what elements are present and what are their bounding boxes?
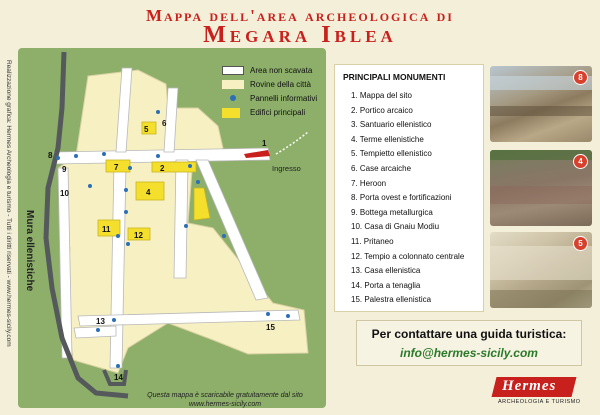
contact-box	[356, 320, 582, 366]
credit-vertical: Realizzazione grafica: Hermes Archeologia e turismo - Tutti i diritti riservati - www.hermes-sicily.com	[5, 60, 12, 347]
legend-label-edifici: Edifici principali	[250, 108, 306, 117]
info-panel-icon	[230, 95, 236, 101]
info-panel-dot	[266, 312, 270, 316]
info-panel-dot	[156, 110, 160, 114]
contact-text: Per contattare una guida turistica:	[371, 327, 567, 341]
marker-9: 9	[62, 165, 67, 174]
monument-item: 9. Bottega metallurgica	[351, 207, 433, 217]
map-title-line1: Mappa dell'area archeologica di	[146, 6, 454, 25]
marker-5: 5	[144, 125, 149, 134]
info-panel-dot	[112, 318, 116, 322]
hermes-logo	[490, 375, 594, 409]
info-panel-dot	[56, 156, 60, 160]
legend-label-rovine: Rovine della città	[250, 80, 311, 89]
info-panel-dot	[286, 314, 290, 318]
photo-badge: 4	[573, 154, 588, 169]
legend-label-pannelli: Pannelli informativi	[250, 94, 318, 103]
marker-1: 1	[262, 139, 267, 148]
marker-10: 10	[60, 189, 69, 198]
building-3	[194, 188, 210, 220]
download-note	[120, 391, 330, 409]
photo-ground	[490, 290, 592, 308]
logo-tagline: ARCHEOLOGIA E TURISMO	[498, 399, 581, 405]
marker-11: 11	[102, 225, 111, 234]
photo-badge: 5	[573, 236, 588, 251]
monuments-panel	[334, 64, 484, 312]
map-title-line2: Megara Iblea	[203, 22, 397, 48]
info-panel-dot	[184, 224, 188, 228]
photo-floor	[490, 186, 592, 204]
monument-item: 4. Terme ellenistiche	[351, 134, 424, 144]
monuments-list	[351, 89, 464, 308]
monument-item: 8. Porta ovest e fortificazioni	[351, 193, 452, 203]
monument-item: 14. Porta a tenaglia	[351, 280, 421, 290]
marker-4: 4	[146, 188, 151, 197]
monument-item: 7. Heroon	[351, 178, 387, 188]
download-note-line2: www.hermes-sicily.com	[188, 401, 262, 408]
photo-temple	[490, 232, 592, 308]
monument-item: 5. Tempietto ellenistico	[351, 149, 432, 159]
marker-6: 6	[162, 119, 167, 128]
download-note-line1: Questa mappa è scaricabile gratuitamente dal sito	[147, 392, 303, 399]
photo-stone	[490, 246, 592, 280]
monument-item: 1. Mappa del sito	[351, 91, 412, 100]
info-panel-dot	[128, 166, 132, 170]
marker-2: 2	[160, 164, 165, 173]
street-sw	[74, 326, 116, 338]
legend-label-area: Area non scavata	[250, 66, 313, 75]
info-panel-dot	[222, 234, 226, 238]
info-panel-dot	[126, 242, 130, 246]
monuments-title: PRINCIPALI MONUMENTI	[343, 72, 446, 82]
marker-15: 15	[266, 323, 275, 332]
legend-swatch-area	[222, 66, 244, 75]
legend-swatch-rovine	[222, 80, 244, 89]
info-panel-dot	[196, 180, 200, 184]
legend-swatch-edifici	[222, 108, 240, 118]
photo-fortifications	[490, 66, 592, 142]
info-panel-dot	[102, 152, 106, 156]
info-panel-dot	[156, 154, 160, 158]
monument-item: 2. Portico arcaico	[351, 105, 413, 115]
info-panel-dot	[124, 188, 128, 192]
monument-item: 13. Casa ellenistica	[351, 266, 421, 276]
info-panel-dot	[188, 164, 192, 168]
entrance-path	[276, 132, 308, 154]
contact-email[interactable]: info@hermes-sicily.com	[400, 346, 538, 360]
photo-wall-band	[490, 106, 592, 116]
marker-14: 14	[114, 373, 123, 382]
photo-badge: 8	[573, 70, 588, 85]
marker-12: 12	[134, 231, 143, 240]
marker-7: 7	[114, 163, 119, 172]
info-panel-dot	[96, 328, 100, 332]
monument-item: 11. Pritaneo	[351, 236, 394, 246]
info-panel-dot	[124, 210, 128, 214]
monument-item: 3. Santuario ellenistico	[351, 120, 432, 130]
street-ns-2	[174, 160, 188, 278]
marker-8: 8	[48, 151, 53, 160]
info-panel-dot	[116, 234, 120, 238]
monument-item: 6. Case arcaiche	[351, 163, 412, 173]
info-panel-dot	[116, 364, 120, 368]
marker-13: 13	[96, 317, 105, 326]
monument-item: 10. Casa di Gnaiu Modiu	[351, 222, 440, 232]
logo-name: Hermes	[502, 378, 557, 394]
monument-item: 12. Tempio a colonnato centrale	[351, 251, 465, 261]
monument-item: 15. Palestra ellenistica	[351, 295, 432, 305]
wall-label: Mura ellenistiche	[24, 210, 35, 292]
info-panel-dot	[74, 154, 78, 158]
photo-baths	[490, 150, 592, 226]
info-panel-dot	[88, 184, 92, 188]
entrance-label: Ingresso	[272, 164, 301, 173]
